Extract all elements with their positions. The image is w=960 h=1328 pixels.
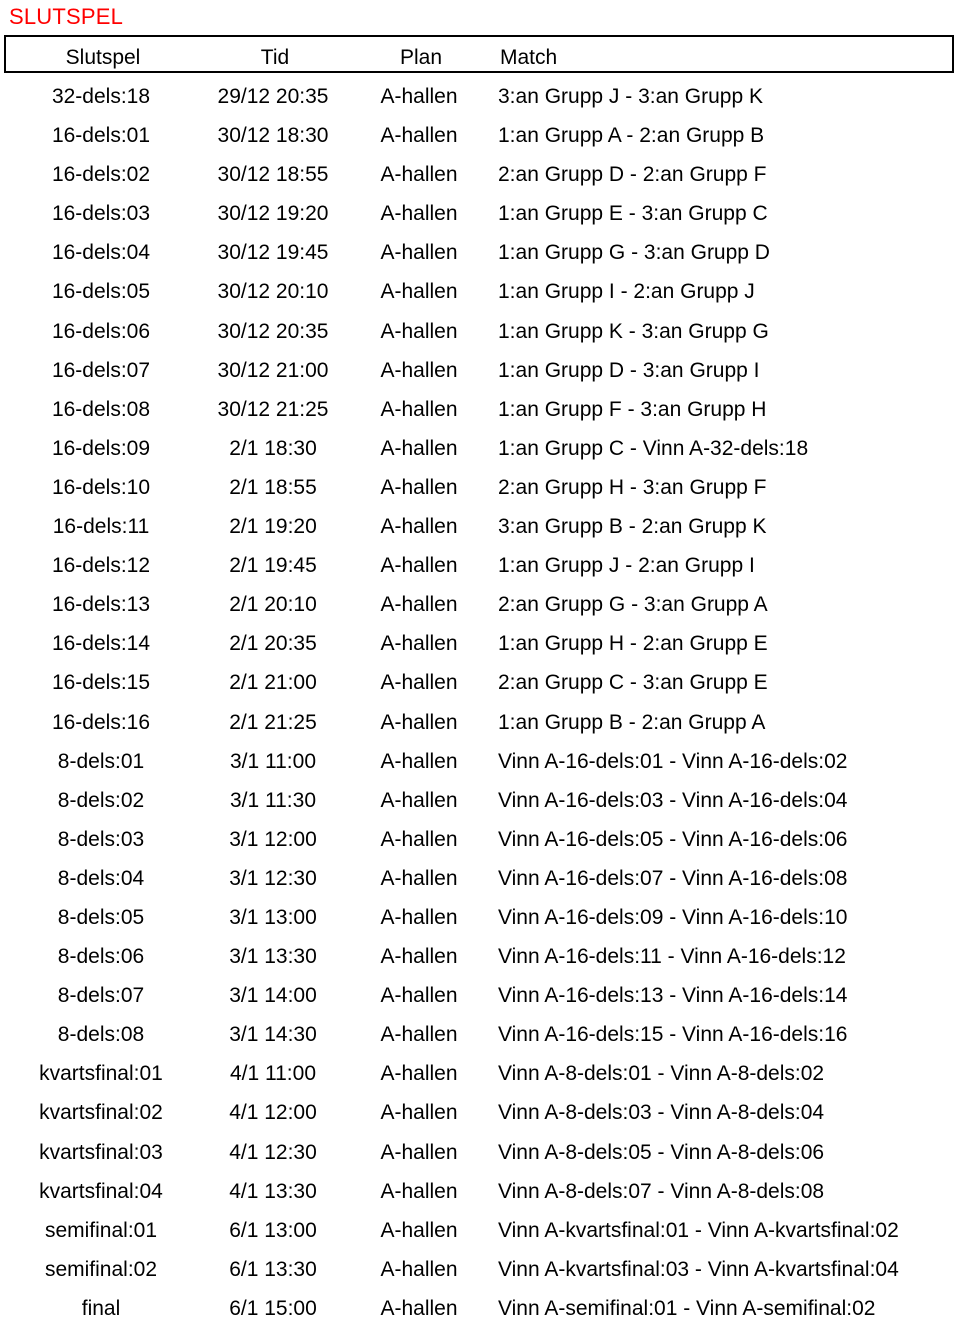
- cell-plan: A-hallen: [380, 436, 458, 460]
- cell-tid: 2/1 20:35: [229, 632, 317, 656]
- cell-tid: 4/1 12:00: [229, 1101, 317, 1125]
- table-row: [0, 546, 960, 585]
- cell-slutspel: 16-dels:10: [51, 475, 151, 499]
- table-row: [0, 1133, 960, 1172]
- cell-match: Vinn A-16-dels:05 - Vinn A-16-dels:06: [498, 827, 848, 851]
- cell-match: 3:an Grupp B - 2:an Grupp K: [498, 515, 767, 539]
- cell-slutspel: 16-dels:05: [51, 280, 151, 304]
- cell-match: 3:an Grupp J - 3:an Grupp K: [498, 85, 763, 108]
- cell-slutspel: kvartsfinal:03: [39, 1140, 163, 1164]
- cell-tid: 30/12 21:00: [217, 358, 329, 382]
- cell-slutspel: 16-dels:15: [51, 671, 151, 695]
- table-header: [4, 35, 954, 73]
- cell-plan: A-hallen: [380, 710, 458, 734]
- cell-plan: A-hallen: [380, 827, 458, 851]
- cell-plan: A-hallen: [380, 163, 458, 187]
- table-row: [0, 859, 960, 898]
- cell-slutspel: 16-dels:03: [51, 202, 151, 226]
- cell-match: Vinn A-semifinal:01 - Vinn A-semifinal:02: [498, 1296, 876, 1320]
- table-row: [0, 781, 960, 820]
- cell-slutspel: 16-dels:13: [51, 593, 151, 617]
- cell-slutspel: 32-dels:18: [51, 85, 151, 108]
- table-row: [0, 507, 960, 546]
- cell-match: 1:an Grupp K - 3:an Grupp G: [498, 319, 769, 343]
- cell-match: Vinn A-kvartsfinal:03 - Vinn A-kvartsfinal:04: [498, 1257, 899, 1281]
- cell-plan: A-hallen: [380, 1296, 458, 1320]
- table-row: [0, 1054, 960, 1093]
- cell-slutspel: 16-dels:01: [51, 124, 151, 148]
- cell-match: Vinn A-16-dels:09 - Vinn A-16-dels:10: [498, 905, 848, 929]
- cell-plan: A-hallen: [380, 1140, 458, 1164]
- cell-slutspel: kvartsfinal:04: [39, 1179, 163, 1203]
- cell-match: Vinn A-8-dels:03 - Vinn A-8-dels:04: [498, 1101, 825, 1125]
- page-title: SLUTSPEL: [9, 4, 124, 29]
- column-header-tid: Tid: [260, 46, 290, 69]
- cell-tid: 3/1 13:00: [229, 905, 317, 929]
- cell-tid: 30/12 19:20: [217, 202, 329, 226]
- cell-tid: 3/1 14:00: [229, 984, 317, 1008]
- cell-slutspel: 8-dels:08: [57, 1023, 145, 1047]
- cell-tid: 2/1 20:10: [229, 593, 317, 617]
- cell-tid: 2/1 21:00: [229, 671, 317, 695]
- cell-plan: A-hallen: [380, 319, 458, 343]
- cell-match: Vinn A-16-dels:11 - Vinn A-16-dels:12: [498, 945, 846, 969]
- column-header-plan: Plan: [399, 46, 443, 69]
- cell-tid: 2/1 21:25: [229, 710, 317, 734]
- cell-plan: A-hallen: [380, 1257, 458, 1281]
- table-row: [0, 663, 960, 702]
- cell-tid: 4/1 11:00: [229, 1062, 317, 1086]
- cell-tid: 30/12 18:30: [217, 124, 329, 148]
- cell-slutspel: 16-dels:16: [51, 710, 151, 734]
- cell-match: Vinn A-16-dels:01 - Vinn A-16-dels:02: [498, 749, 848, 773]
- cell-match: Vinn A-kvartsfinal:01 - Vinn A-kvartsfinal:02: [498, 1218, 899, 1242]
- cell-tid: 30/12 21:25: [217, 397, 329, 421]
- cell-plan: A-hallen: [380, 124, 458, 148]
- cell-tid: 3/1 11:00: [229, 749, 317, 773]
- table-row: [0, 468, 960, 507]
- cell-match: 1:an Grupp B - 2:an Grupp A: [498, 710, 766, 734]
- cell-match: 1:an Grupp D - 3:an Grupp I: [498, 358, 760, 382]
- cell-slutspel: 8-dels:03: [57, 827, 145, 851]
- cell-plan: A-hallen: [380, 202, 458, 226]
- table-row: [0, 898, 960, 937]
- cell-plan: A-hallen: [380, 241, 458, 265]
- table-row: [0, 155, 960, 194]
- table-row: [0, 390, 960, 429]
- cell-plan: A-hallen: [380, 475, 458, 499]
- cell-slutspel: 8-dels:05: [57, 905, 145, 929]
- cell-slutspel: 16-dels:08: [51, 397, 151, 421]
- table-row: [0, 1172, 960, 1211]
- table-row: [0, 1211, 960, 1250]
- table-row: [0, 116, 960, 155]
- cell-match: Vinn A-8-dels:01 - Vinn A-8-dels:02: [498, 1062, 825, 1086]
- cell-slutspel: 16-dels:07: [51, 358, 151, 382]
- cell-plan: A-hallen: [380, 397, 458, 421]
- cell-tid: 3/1 11:30: [229, 788, 317, 812]
- cell-match: Vinn A-16-dels:07 - Vinn A-16-dels:08: [498, 866, 848, 890]
- cell-tid: 3/1 14:30: [229, 1023, 317, 1047]
- table-row: [0, 742, 960, 781]
- cell-plan: A-hallen: [380, 1101, 458, 1125]
- cell-slutspel: 16-dels:04: [51, 241, 151, 265]
- cell-match: 1:an Grupp C - Vinn A-32-dels:18: [498, 436, 809, 460]
- cell-plan: A-hallen: [380, 358, 458, 382]
- table-row: [0, 1093, 960, 1132]
- cell-match: 1:an Grupp J - 2:an Grupp I: [498, 554, 755, 578]
- cell-match: 1:an Grupp F - 3:an Grupp H: [498, 397, 767, 421]
- table-row: [0, 272, 960, 311]
- cell-tid: 2/1 19:20: [229, 515, 317, 539]
- cell-match: Vinn A-8-dels:05 - Vinn A-8-dels:06: [498, 1140, 825, 1164]
- cell-tid: 30/12 20:10: [217, 280, 329, 304]
- cell-tid: 30/12 19:45: [217, 241, 329, 265]
- cell-plan: A-hallen: [380, 280, 458, 304]
- cell-slutspel: 8-dels:07: [57, 984, 145, 1008]
- cell-slutspel: 16-dels:14: [51, 632, 151, 656]
- table-row: [0, 976, 960, 1015]
- cell-match: Vinn A-16-dels:13 - Vinn A-16-dels:14: [498, 984, 848, 1008]
- cell-tid: 3/1 13:30: [229, 945, 317, 969]
- table-row: [0, 1289, 960, 1328]
- cell-tid: 6/1 15:00: [229, 1296, 317, 1320]
- cell-tid: 6/1 13:00: [229, 1218, 317, 1242]
- cell-match: 1:an Grupp I - 2:an Grupp J: [498, 280, 755, 304]
- cell-match: 2:an Grupp H - 3:an Grupp F: [498, 475, 767, 499]
- cell-slutspel: kvartsfinal:02: [39, 1101, 163, 1125]
- cell-match: Vinn A-16-dels:15 - Vinn A-16-dels:16: [498, 1023, 848, 1047]
- cell-tid: 3/1 12:30: [229, 866, 317, 890]
- cell-match: 1:an Grupp E - 3:an Grupp C: [498, 202, 768, 226]
- table-row: [0, 194, 960, 233]
- cell-match: 2:an Grupp C - 3:an Grupp E: [498, 671, 768, 695]
- cell-match: 1:an Grupp H - 2:an Grupp E: [498, 632, 768, 656]
- cell-tid: 30/12 18:55: [217, 163, 329, 187]
- cell-slutspel: 16-dels:06: [51, 319, 151, 343]
- table-row: [0, 312, 960, 351]
- cell-tid: 2/1 18:30: [229, 436, 317, 460]
- cell-tid: 30/12 20:35: [217, 319, 329, 343]
- cell-match: 1:an Grupp G - 3:an Grupp D: [498, 241, 770, 265]
- cell-plan: A-hallen: [380, 788, 458, 812]
- cell-plan: A-hallen: [380, 905, 458, 929]
- cell-slutspel: 8-dels:01: [57, 749, 145, 773]
- cell-tid: 2/1 19:45: [229, 554, 317, 578]
- cell-slutspel: 16-dels:11: [52, 515, 150, 539]
- table-row: [0, 624, 960, 663]
- cell-plan: A-hallen: [380, 984, 458, 1008]
- column-header-match: Match: [500, 46, 558, 69]
- cell-tid: 2/1 18:55: [229, 475, 317, 499]
- cell-slutspel: 16-dels:09: [51, 436, 151, 460]
- table-row: [0, 233, 960, 272]
- cell-match: Vinn A-16-dels:03 - Vinn A-16-dels:04: [498, 788, 848, 812]
- table-row: [0, 585, 960, 624]
- cell-slutspel: kvartsfinal:01: [39, 1062, 163, 1086]
- table-row: [0, 1250, 960, 1289]
- cell-plan: A-hallen: [380, 945, 458, 969]
- table-row: [0, 429, 960, 468]
- cell-plan: A-hallen: [380, 671, 458, 695]
- cell-plan: A-hallen: [380, 1023, 458, 1047]
- cell-match: 2:an Grupp D - 2:an Grupp F: [498, 163, 767, 187]
- cell-match: 1:an Grupp A - 2:an Grupp B: [498, 124, 765, 148]
- cell-slutspel: 16-dels:12: [51, 554, 151, 578]
- cell-plan: A-hallen: [380, 1218, 458, 1242]
- table-row: [0, 703, 960, 742]
- table-row: [0, 820, 960, 859]
- cell-slutspel: final: [81, 1296, 121, 1320]
- cell-slutspel: semifinal:02: [44, 1257, 158, 1281]
- cell-plan: A-hallen: [380, 593, 458, 617]
- table-row: [0, 937, 960, 976]
- cell-plan: A-hallen: [380, 85, 458, 108]
- cell-slutspel: semifinal:01: [44, 1218, 158, 1242]
- cell-plan: A-hallen: [380, 1062, 458, 1086]
- cell-plan: A-hallen: [380, 632, 458, 656]
- cell-tid: 6/1 13:30: [229, 1257, 317, 1281]
- cell-tid: 3/1 12:00: [229, 827, 317, 851]
- cell-slutspel: 8-dels:04: [57, 866, 145, 890]
- cell-tid: 4/1 12:30: [229, 1140, 317, 1164]
- cell-slutspel: 8-dels:02: [57, 788, 145, 812]
- cell-plan: A-hallen: [380, 515, 458, 539]
- cell-slutspel: 16-dels:02: [51, 163, 151, 187]
- cell-plan: A-hallen: [380, 554, 458, 578]
- table-row: [0, 1015, 960, 1054]
- cell-match: Vinn A-8-dels:07 - Vinn A-8-dels:08: [498, 1179, 825, 1203]
- table-row: [0, 77, 960, 116]
- column-header-slutspel: Slutspel: [65, 46, 141, 69]
- cell-plan: A-hallen: [380, 866, 458, 890]
- cell-slutspel: 8-dels:06: [57, 945, 145, 969]
- cell-match: 2:an Grupp G - 3:an Grupp A: [498, 593, 768, 617]
- cell-plan: A-hallen: [380, 1179, 458, 1203]
- cell-plan: A-hallen: [380, 749, 458, 773]
- schedule-table-body: [0, 77, 960, 1328]
- table-row: [0, 351, 960, 390]
- cell-tid: 4/1 13:30: [229, 1179, 317, 1203]
- cell-tid: 29/12 20:35: [217, 85, 329, 108]
